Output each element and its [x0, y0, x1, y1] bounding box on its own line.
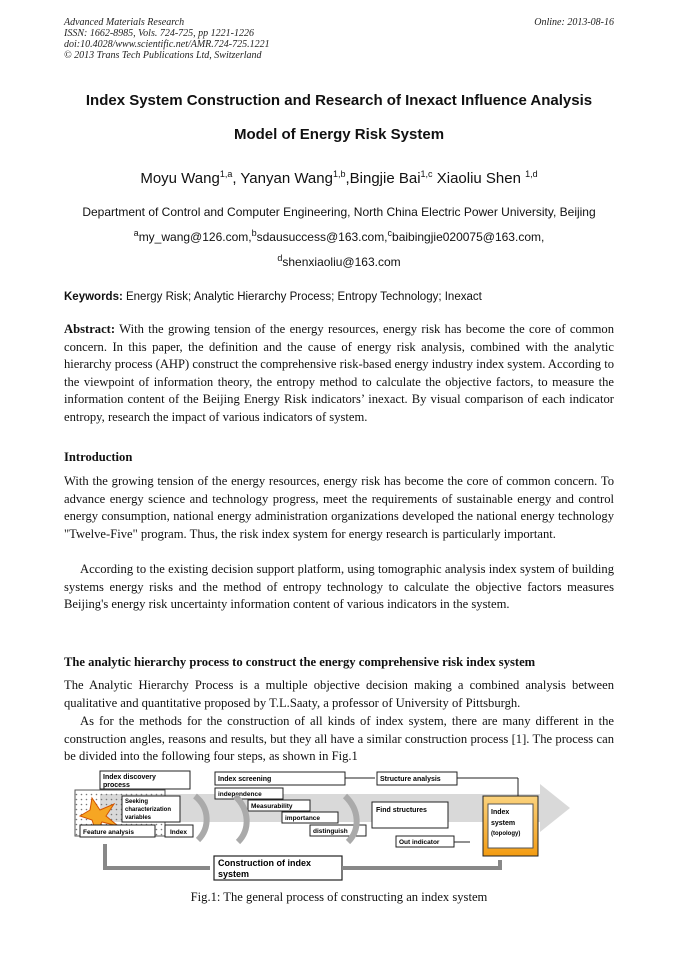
email-line-1 — [0, 228, 678, 244]
section-heading-introduction: Introduction — [64, 450, 133, 464]
email-line-2 — [0, 253, 678, 269]
author-name: Yanyan Wang — [240, 170, 333, 187]
fig-label: Structure analysis — [380, 776, 441, 783]
abstract-label: Abstract: — [64, 322, 116, 336]
fig-label: Index screening — [218, 776, 272, 783]
email-mark: a — [133, 228, 139, 238]
abstract — [64, 321, 614, 427]
journal-header — [64, 17, 270, 61]
paper-title-line2: Model of Energy Risk System — [233, 126, 445, 143]
return-arrow — [105, 844, 210, 868]
fig-label: Index — [491, 809, 510, 816]
keywords-label: Keywords: — [64, 291, 123, 303]
ahp-paragraph-2: As for the methods for the construction of all kinds of index system, there are many different in the construction angles, reasons and results, but they all have a similar construction process [1]. The process can be divided into the following four steps, as shown in Fig.1 — [64, 714, 614, 764]
fig-label: importance — [285, 815, 321, 822]
fig-label: process — [103, 782, 130, 789]
fig-label: variables — [125, 815, 152, 821]
intro-paragraph-1: With the growing tension of the energy resources, energy risk has become the core of common concern. To advance energy science and technology progress, meet the requirements of sustainable energy and control energy consumption, national energy administration organizations developed the national energy technology "Twelve-Five" program. Thus, the risk index system for energy research is particularly important. — [64, 474, 614, 541]
keywords — [64, 291, 624, 303]
author-list — [0, 169, 678, 187]
fig-label: Construction of index — [218, 858, 311, 868]
email-mark: c — [387, 228, 393, 238]
figure-index-system-process — [70, 768, 615, 883]
fig-label: Find structures — [376, 807, 427, 814]
fig-label: system — [218, 869, 250, 879]
fig-label: Out indicator — [399, 839, 440, 846]
author-name: Bingjie Bai — [349, 170, 421, 187]
find-structures-box — [372, 802, 448, 828]
intro-paragraph-2: According to the existing decision support platform, using tomographic analysis index system of building systems energy risks and the method of entropy technology to calculate the objective factors measures Beijing's energy risk uncertainty information content of various indicators in the system. — [64, 562, 614, 612]
email-c: baibingjie020075@163.com, — [392, 230, 545, 244]
online-date: Online: 2013-08-16 — [534, 17, 614, 28]
ahp-paragraph-1: The Analytic Hierarchy Process is a multiple objective decision making a combined analysis between qualitative and quantitative proposed by T.L.Saaty, a professor of University of Pittsburgh. — [64, 678, 614, 710]
fig-label: independence — [218, 791, 262, 798]
fig-label: (topology) — [491, 831, 521, 837]
journal-name: Advanced Materials Research — [64, 17, 185, 28]
email-d: shenxiaoliu@163.com — [282, 255, 401, 269]
return-arrow — [342, 860, 500, 868]
fig-label: Feature analysis — [83, 829, 134, 836]
copyright-line: © 2013 Trans Tech Publications Ltd, Switzerland — [64, 50, 262, 61]
fig-label: Index — [170, 829, 187, 836]
email-mark: d — [277, 253, 283, 263]
email-a: my_wang@126.com, — [138, 230, 252, 244]
figure-caption: Fig.1: The general process of constructing an index system — [190, 890, 488, 904]
fig-label: system — [491, 820, 516, 827]
author-separator: , — [232, 170, 241, 187]
author-name: Xiaoliu Shen — [436, 170, 526, 187]
author-name: Moyu Wang — [140, 170, 220, 187]
section-heading-ahp: The analytic hierarchy process to construct the energy comprehensive risk index system — [64, 655, 536, 669]
author-affiliation-mark: 1,a — [219, 169, 233, 179]
fig-label: distinguish — [313, 828, 348, 835]
doi-line: doi:10.4028/www.scientific.net/AMR.724-725.1221 — [64, 39, 270, 50]
abstract-text: With the growing tension of the energy resources, energy risk has become the core of common concern. In this paper, the definition and the cause of energy risk analysis, combined with the analytic hierarchy process (AHP) construct the comprehensive risk-based energy industry index system. According to the viewpoint of information theory, the entropy method to calculate the objective factors, to measure the information content of the Beijing Energy Risk indicators’ inexact. By visual comparison of each indicator entropy, research the impact of various indicators of system. — [64, 322, 614, 424]
affiliation: Department of Control and Computer Engineering, North China Electric Power University, Beijing — [82, 205, 596, 219]
keywords-text: Energy Risk; Analytic Hierarchy Process; Entropy Technology; Inexact — [122, 291, 482, 303]
author-affiliation-mark: 1,b — [332, 169, 346, 179]
author-affiliation-mark: 1,d — [525, 169, 538, 179]
fig-label: Seeking — [125, 799, 149, 805]
fig-label: characterization — [125, 807, 172, 813]
issn-line: ISSN: 1662-8985, Vols. 724-725, pp 1221-1226 — [64, 28, 254, 39]
fig-label: Measurability — [251, 803, 293, 810]
email-mark: b — [251, 228, 257, 238]
email-b: sdausuccess@163.com, — [256, 230, 388, 244]
fig-label: Index discovery — [103, 774, 156, 781]
author-separator: , — [345, 170, 350, 187]
paper-title-line1: Index System Construction and Research of Inexact Influence Analysis — [85, 92, 593, 109]
author-affiliation-mark: 1,c — [420, 169, 433, 179]
